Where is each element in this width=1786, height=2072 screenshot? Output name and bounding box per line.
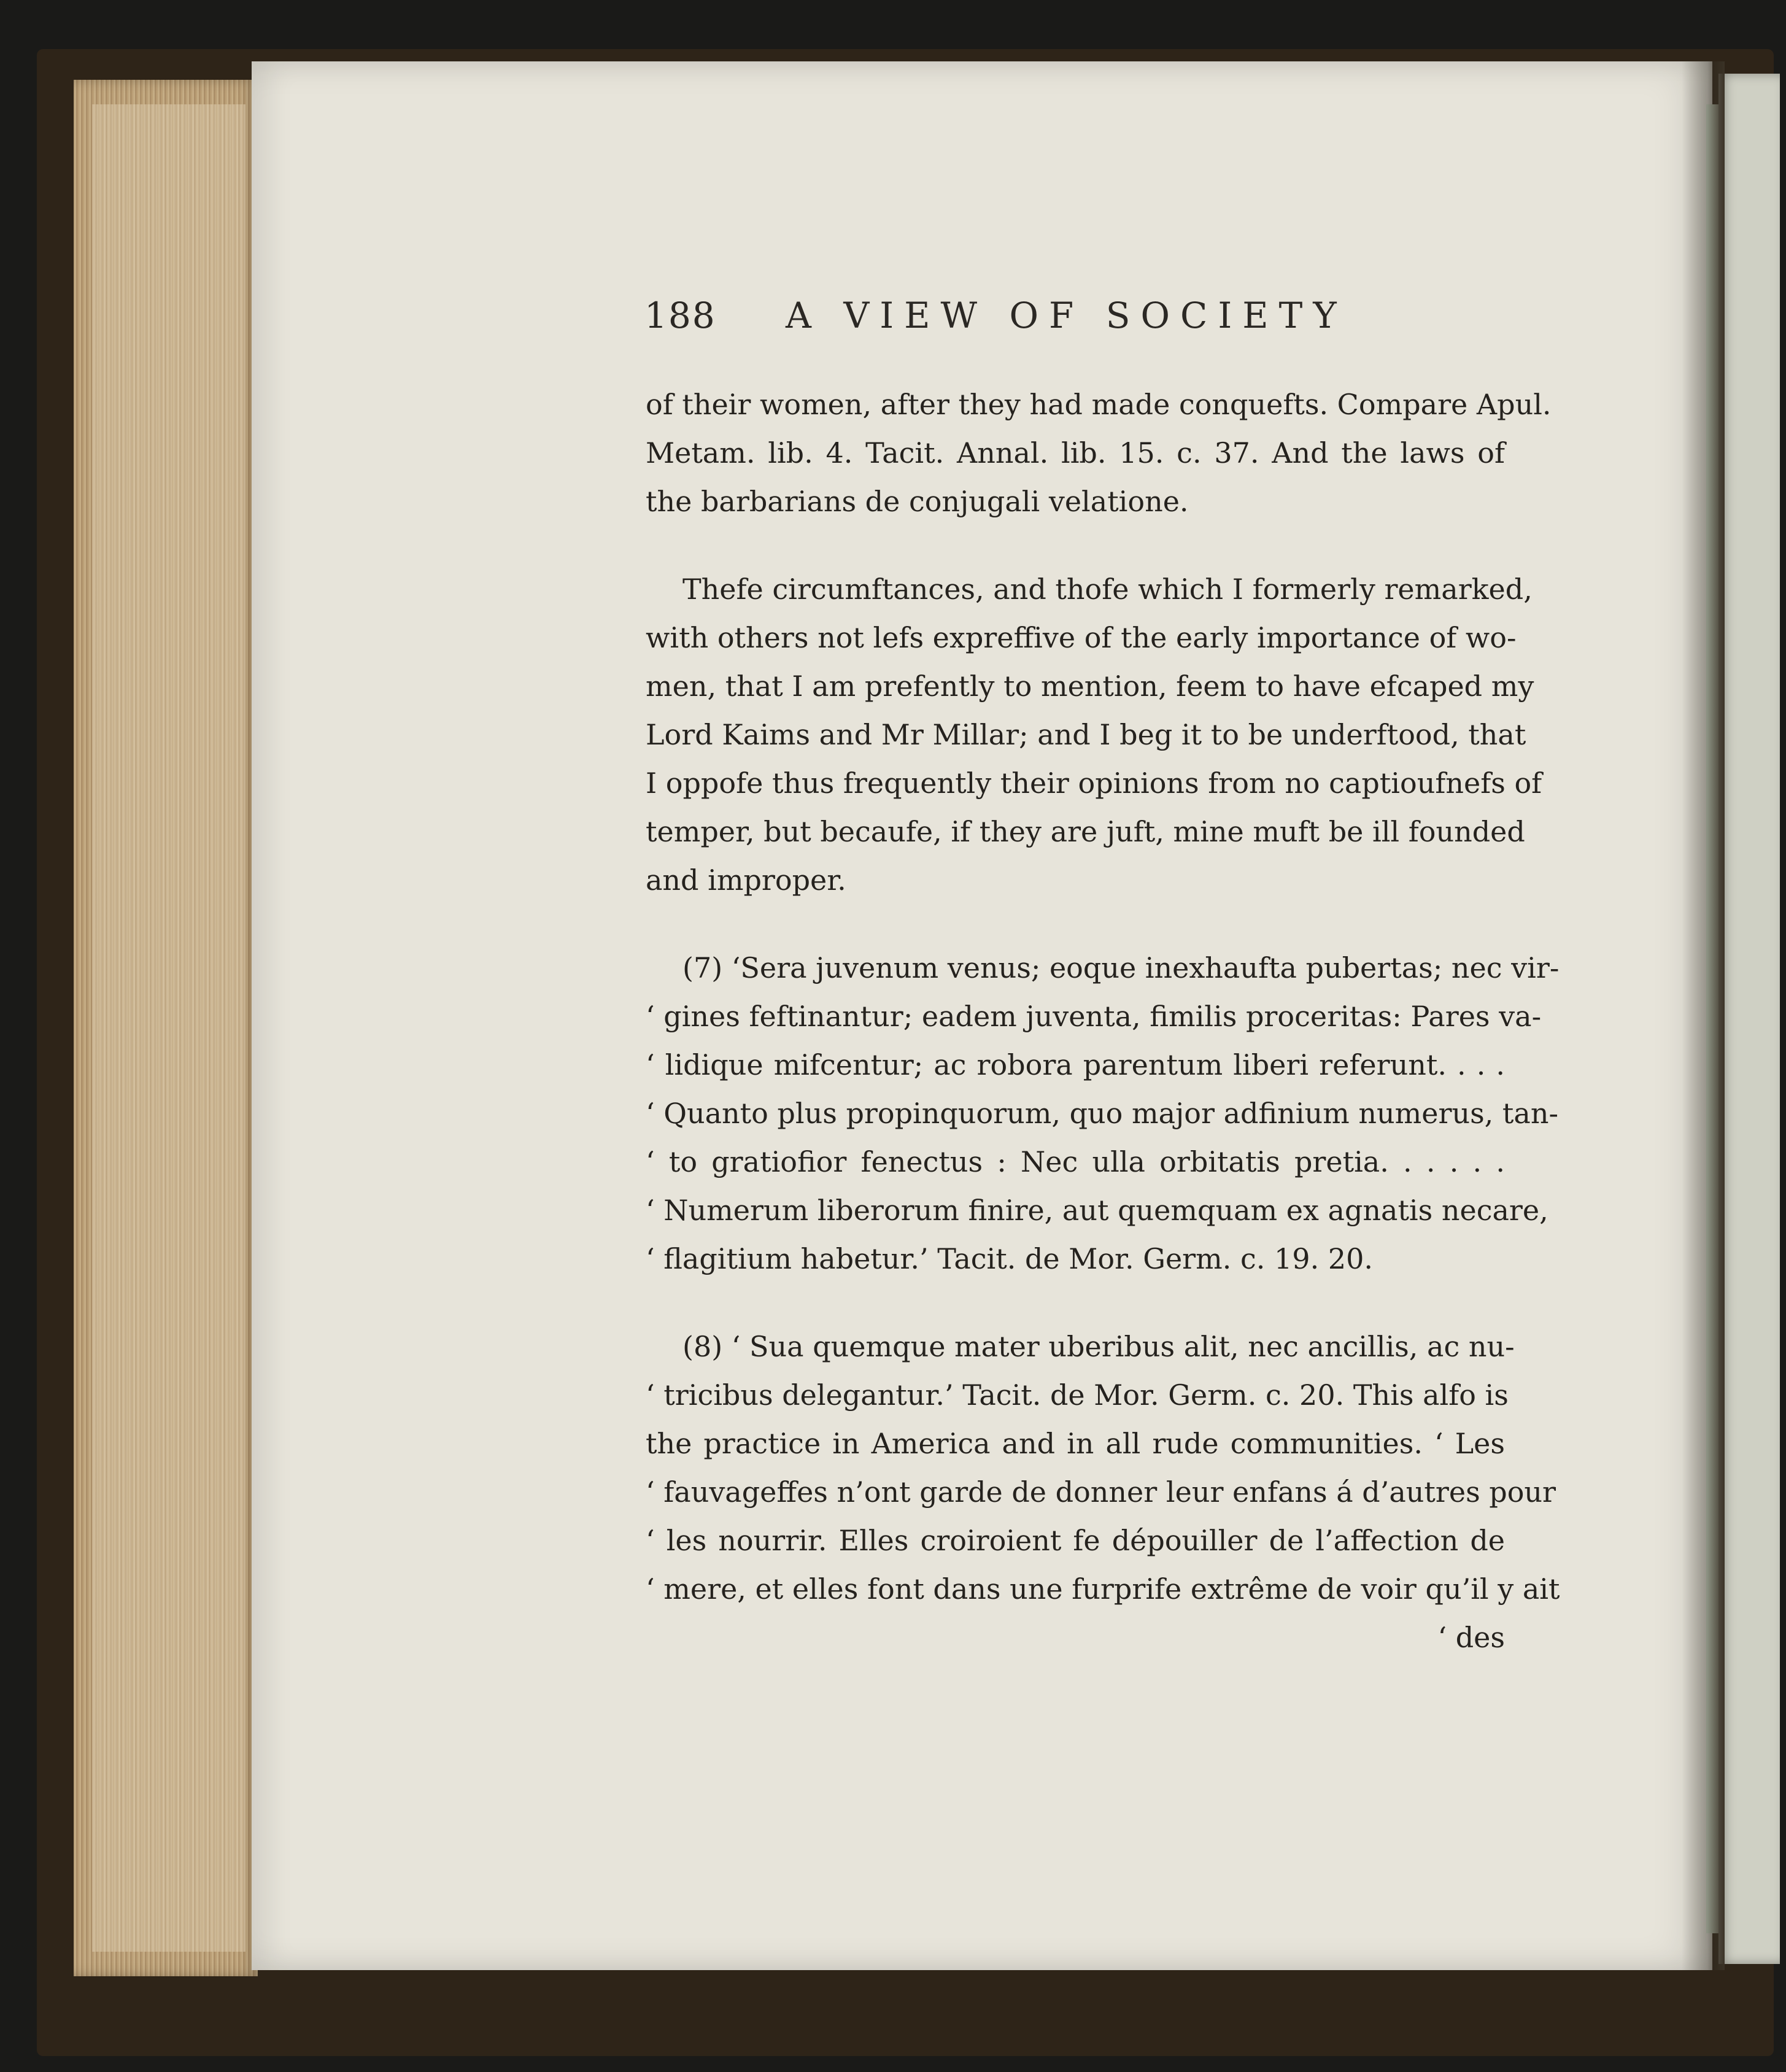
text-line: Thefe circumftances, and thofe which I formerly remarked, xyxy=(682,573,1533,606)
text-line: ‘ to gratiofior fenectus : Nec ulla orbitatis pretia. . . . . . xyxy=(646,1145,1505,1178)
paragraph-continuation xyxy=(646,381,1552,526)
running-title: A VIEW OF SOCIETY xyxy=(786,295,1347,336)
page-body xyxy=(646,381,1560,1662)
text-line: of their women, after they had made conquefts. Compare Apul. xyxy=(646,388,1552,421)
text-line: (7) ‘Sera juvenum venus; eoque inexhaufta pubertas; nec vir- xyxy=(682,951,1560,984)
text-line: ‘ Quanto plus propinquorum, quo major adfinium numerus, tan- xyxy=(646,1097,1559,1130)
page-number: 188 xyxy=(644,295,716,336)
catchword: ‘ des xyxy=(1437,1621,1505,1654)
footnote-7 xyxy=(646,944,1560,1283)
text-line: I oppofe thus frequently their opinions from no captioufnefs of xyxy=(646,767,1542,800)
paragraph-circumstances xyxy=(646,565,1542,905)
text-line: ‘ mere, et elles font dans une furprife extrême de voir qu’il y ait xyxy=(646,1572,1560,1606)
text-line: ‘ les nourrir. Elles croiroient fe dépouiller de l’affection de xyxy=(646,1524,1505,1557)
footnote-8 xyxy=(646,1323,1560,1614)
text-line: Metam. lib. 4. Tacit. Annal. lib. 15. c. 37. And the laws of xyxy=(646,436,1505,470)
text-line: with others not lefs expreffive of the early importance of wo- xyxy=(646,621,1517,654)
page-header xyxy=(644,295,1381,344)
text-line: ‘ gines feftinantur; eadem juventa, fimilis proceritas: Pares va- xyxy=(646,1000,1542,1033)
text-line: ‘ tricibus delegantur.’ Tacit. de Mor. Germ. c. 20. This alfo is xyxy=(646,1378,1509,1412)
text-line: ‘ fauvageffes n’ont garde de donner leur enfans á d’autres pour xyxy=(646,1475,1556,1509)
text-line: ‘ flagitium habetur.’ Tacit. de Mor. Germ. c. 19. 20. xyxy=(646,1242,1373,1275)
text-line: Lord Kaims and Mr Millar; and I beg it to be underftood, that xyxy=(646,718,1526,751)
text-line: the practice in America and in all rude communities. ‘ Les xyxy=(646,1427,1505,1460)
page-edges-highlight xyxy=(92,104,245,1952)
text-line: the barbarians de conjugali velatione. xyxy=(646,485,1189,518)
text-line: temper, but becaufe, if they are juft, mine muft be ill founded xyxy=(646,815,1525,848)
book-gutter xyxy=(1682,61,1725,1970)
text-line: ‘ lidique mifcentur; ac robora parentum liberi referunt. . . . xyxy=(646,1048,1505,1081)
facing-page xyxy=(1718,74,1780,1964)
text-line: men, that I am prefently to mention, feem to have efcaped my xyxy=(646,670,1534,703)
text-line: (8) ‘ Sua quemque mater uberibus alit, nec ancillis, ac nu- xyxy=(682,1330,1515,1363)
text-line: ‘ Numerum liberorum finire, aut quemquam ex agnatis necare, xyxy=(646,1194,1548,1227)
text-line: and improper. xyxy=(646,864,846,897)
